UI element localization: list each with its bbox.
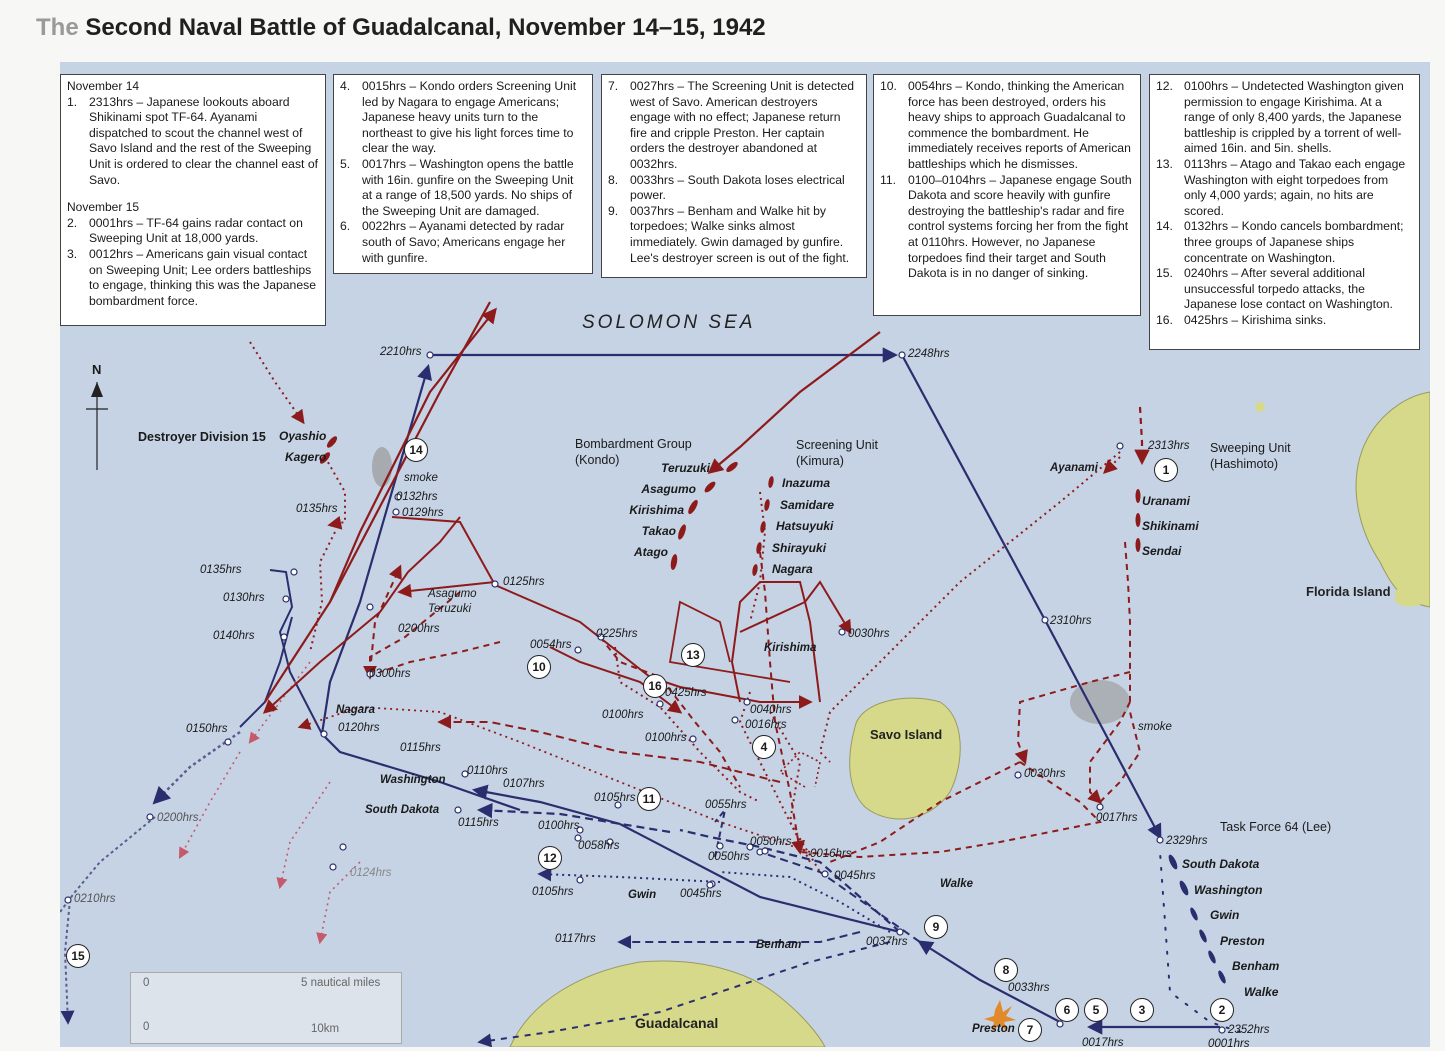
ship-preston: Preston: [972, 1023, 1015, 1035]
time-label: 0105hrs: [594, 792, 636, 804]
time-label: 0017hrs: [1096, 812, 1138, 824]
time-label: 0017hrs: [1082, 1037, 1124, 1047]
time-label: 2210hrs: [380, 346, 422, 358]
time-label: 2313hrs: [1148, 440, 1190, 452]
ship-south-dakota: South Dakota: [365, 804, 440, 816]
time-label: 0135hrs: [200, 564, 242, 576]
event-marker-5: 5: [1084, 998, 1108, 1022]
note-item: 7. 0027hrs – The Screening Unit is detected west of Savo. American destroyers engage with no effect; Japanese return fire and cripple Preston. Her captain orders the destroyer abandoned at 0032hrs.: [608, 79, 855, 171]
event-marker-3: 3: [1130, 998, 1154, 1022]
smoke-cloud-1: [372, 447, 392, 487]
note-item: 3. 0012hrs – Americans gain visual contact on Sweeping Unit; Lee orders battleships to engage, thinking this was the Japanese bombardment force.: [67, 246, 316, 308]
note-item: 10. 0054hrs – Kondo, thinking the American force has been destroyed, orders his heavy ships to approach Guadalcanal to commence the bombardment. He immediately receives reports of American battleships which he dismisses.: [880, 79, 1131, 171]
note-item: 15. 0240hrs – After several additional unsuccessful torpedo attacks, the Japanese lose contact on Washington.: [1156, 266, 1393, 312]
ships-asagumo-teruzuki: Asagumo Teruzuki: [428, 588, 477, 615]
time-label: 0030hrs: [1024, 768, 1066, 780]
time-label: 0132hrs: [396, 491, 438, 503]
unit-screening: Screening Unit (Kimura): [796, 438, 878, 468]
time-label: 0001hrs: [1208, 1038, 1250, 1047]
time-label: 0016hrs: [745, 719, 787, 731]
guadalcanal-shape: [510, 961, 825, 1047]
scale-zero-km: 0: [143, 1021, 150, 1033]
note-box-5: [1149, 74, 1420, 350]
event-marker-14: 14: [404, 438, 428, 462]
time-label: 0037hrs: [866, 936, 908, 948]
time-label: 0117hrs: [555, 933, 596, 945]
note-day-1: November 14: [67, 79, 140, 93]
event-marker-4: 4: [752, 735, 776, 759]
battle-map: [60, 62, 1430, 1047]
time-label: 0200hrs: [398, 623, 440, 635]
florida-island-label: Florida Island: [1306, 584, 1391, 599]
time-label: 0016hrs: [810, 848, 852, 860]
scale-label-nm: 5 nautical miles: [301, 977, 381, 989]
note-item: 2. 0001hrs – TF-64 gains radar contact on Sweeping Unit at 18,000 yards.: [67, 215, 303, 246]
note-box-1: [60, 74, 326, 326]
time-label: 0124hrs: [350, 867, 392, 879]
ship-ayanami: Ayanami: [1050, 462, 1098, 474]
note-box-2: [333, 74, 593, 274]
time-label: 0135hrs: [296, 503, 338, 515]
time-label: 0425hrs: [665, 687, 707, 699]
event-marker-12: 12: [538, 846, 562, 870]
event-marker-10: 10: [527, 655, 551, 679]
note-item: 14. 0132hrs – Kondo cancels bombardment; three groups of Japanese ships concentrate on Washington.: [1156, 219, 1404, 265]
time-label: 0225hrs: [596, 628, 638, 640]
time-label: 2329hrs: [1166, 835, 1208, 847]
time-label: 0120hrs: [338, 722, 380, 734]
note-item: 9. 0037hrs – Benham and Walke hit by torpedoes; Walke sinks almost immediately. Gwin damaged by gunfire. Lee's destroyer screen is out of the fight.: [608, 203, 850, 265]
ship-benham: Benham: [756, 939, 802, 951]
time-label: 0200hrs: [157, 812, 199, 824]
page-title: [36, 14, 766, 42]
note-day-2: November 15: [67, 200, 140, 215]
note-item: 11. 0100–0104hrs – Japanese engage South Dakota and score heavily with gunfire destroying the battleship's radar and fire control systems forcing her from the fight at 0110hrs. However, no Japanese torpedoes find their target and South Dakota is in no danger of sinking.: [880, 172, 1132, 281]
event-marker-1: 1: [1154, 458, 1178, 482]
time-label: 0129hrs: [402, 507, 444, 519]
time-label: 0050hrs: [750, 836, 792, 848]
savo-island-label: Savo Island: [870, 727, 943, 742]
ships-screening: Inazuma Samidare Hatsuyuki Shirayuki Nagara: [772, 476, 835, 576]
ship-nagara: Nagara: [336, 704, 375, 716]
time-label: 0105hrs: [532, 886, 574, 898]
time-label: 0030hrs: [848, 628, 890, 640]
event-marker-13: 13: [681, 643, 705, 667]
ships-tf64: South Dakota Washington Gwin Preston Benham Walke: [1182, 857, 1280, 999]
time-label: 0058hrs: [578, 840, 620, 852]
event-marker-6: 6: [1055, 998, 1079, 1022]
time-label: 0125hrs: [503, 576, 545, 588]
note-item: 12. 0100hrs – Undetected Washington given permission to engage Kirishima. At a range of only 8,400 yards, the Japanese battleship is crippled by a torrent of well-aimed 16in. and 5in. shells.: [1156, 79, 1404, 156]
ships-sweeping: Uranami Shikinami Sendai: [1142, 494, 1199, 558]
ship-gwin: Gwin: [628, 889, 657, 901]
time-label: 0210hrs: [74, 893, 116, 905]
time-label: 2310hrs: [1050, 615, 1092, 627]
event-marker-15: 15: [66, 944, 90, 968]
time-label: 0100hrs: [645, 732, 687, 744]
ship-washington: Washington: [380, 774, 446, 786]
time-label: 0100hrs: [602, 709, 644, 721]
time-label: 0115hrs: [458, 817, 499, 829]
time-label: 0110hrs: [467, 765, 508, 777]
islet: [1255, 402, 1265, 412]
note-item: 4. 0015hrs – Kondo orders Screening Unit led by Nagara to engage Americans; Japanese heavy units turn to the northeast to give his light forces time to clear the way.: [340, 79, 577, 156]
event-marker-8: 8: [994, 958, 1018, 982]
smoke-label-2: smoke: [1138, 721, 1172, 733]
note-item: 6. 0022hrs – Ayanami detected by radar south of Savo; Americans engage her with gunfire.: [340, 219, 566, 265]
scale-label-km: 10km: [311, 1023, 340, 1035]
time-label: 2352hrs: [1228, 1024, 1270, 1036]
ships-dd15: Oyashio Kagero: [278, 429, 327, 464]
time-label: 0033hrs: [1008, 982, 1050, 994]
time-label: 0050hrs: [708, 851, 750, 863]
north-label: N: [92, 362, 102, 377]
event-marker-11: 11: [637, 787, 661, 811]
note-item: 5. 0017hrs – Washington opens the battle with 16in. gunfire on the Sweeping Unit at a range of 18,500 yards. No ships of the Sweeping Unit are damaged.: [340, 156, 574, 218]
florida-island-shape: [1356, 392, 1430, 607]
unit-tf64: Task Force 64 (Lee): [1220, 820, 1332, 834]
event-marker-7: 7: [1018, 1018, 1042, 1042]
unit-sweeping: Sweeping Unit (Hashimoto): [1210, 441, 1291, 471]
sea-label: SOLOMON SEA: [582, 312, 756, 333]
note-box-3: [601, 74, 867, 278]
savo-island-shape: [850, 698, 961, 819]
ship-walke: Walke: [940, 878, 974, 890]
time-label: 0115hrs: [400, 742, 441, 754]
ships-bombardment: Teruzuki Asagumo Kirishima Takao Atago: [629, 461, 710, 559]
scale-bar: [130, 972, 402, 1044]
time-label: 0045hrs: [680, 888, 722, 900]
time-label: 0130hrs: [223, 592, 265, 604]
note-item: 16. 0425hrs – Kirishima sinks.: [1156, 312, 1327, 327]
time-label: 0045hrs: [834, 870, 876, 882]
guadalcanal-label: Guadalcanal: [635, 1015, 719, 1031]
time-label: 2248hrs: [908, 348, 950, 360]
ship-kirishima: Kirishima: [764, 642, 817, 654]
note-item: 1. 2313hrs – Japanese lookouts aboard Shikinami spot TF-64. Ayanami dispatched to scout the channel west of Savo Island and the rest of the Sweeping Unit is ordered to clear the channel east of Savo.: [67, 94, 318, 187]
note-item: 8. 0033hrs – South Dakota loses electrical power.: [608, 172, 845, 203]
time-label: 0140hrs: [213, 630, 255, 642]
title-main: Second Naval Battle of Guadalcanal, November 14–15, 1942: [78, 14, 766, 41]
unit-dd15: Destroyer Division 15: [138, 430, 266, 444]
unit-bombardment: Bombardment Group (Kondo): [575, 437, 692, 467]
time-label: 0300hrs: [369, 668, 411, 680]
smoke-cloud-2: [1070, 680, 1130, 724]
note-box-4: [873, 74, 1141, 316]
time-label: 0054hrs: [530, 639, 572, 651]
time-label: 0055hrs: [705, 799, 747, 811]
time-label: 0150hrs: [186, 723, 228, 735]
smoke-label-1: smoke: [404, 472, 438, 484]
event-marker-9: 9: [924, 915, 948, 939]
scale-zero: 0: [143, 977, 150, 989]
title-prefix: The: [36, 14, 79, 41]
event-marker-2: 2: [1210, 998, 1234, 1022]
time-label: 0040hrs: [750, 704, 792, 716]
note-item: 13. 0113hrs – Atago and Takao each engage Washington with eight torpedoes from only 4,000 yards; again, no hits are scored.: [1156, 156, 1406, 218]
time-label: 0107hrs: [503, 778, 545, 790]
time-label: 0100hrs: [538, 820, 580, 832]
event-marker-16: 16: [643, 674, 667, 698]
